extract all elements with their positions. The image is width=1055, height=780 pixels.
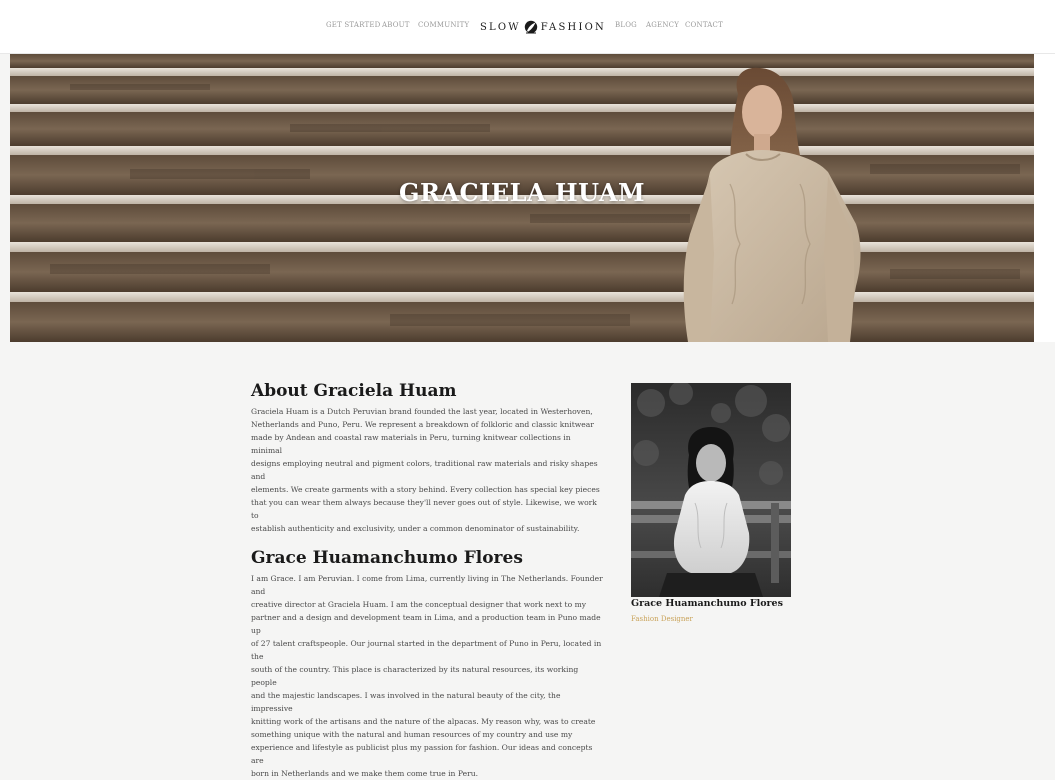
text-line: Netherlands and Puno, Peru. We represent a breakdown of folkloric and classic knitwear	[251, 420, 594, 429]
main-content	[251, 380, 603, 780]
nav-agency[interactable]: AGENCY	[646, 21, 680, 29]
about-title: About Graciela Huam	[251, 381, 457, 401]
text-line: something unique with the natural and human resources of my country and use my	[251, 730, 573, 739]
grace-text	[251, 572, 603, 780]
text-line: south of the country. This place is characterized by its natural resources, its working people	[251, 665, 579, 687]
text-line: knitting work of the artisans and the nature of the alpacas. My reason why, was to create	[251, 717, 596, 726]
grace-title: Grace Huamanchumo Flores	[251, 548, 523, 568]
nav-about[interactable]: ABOUT	[382, 21, 410, 29]
text-line: I am Grace. I am Peruvian. I come from Lima, currently living in The Netherlands. Founder and	[251, 574, 603, 596]
text-line: born in Netherlands and we make them come true in Peru.	[251, 769, 479, 778]
profile-role: Fashion Designer	[631, 615, 693, 623]
site-logo[interactable]	[480, 18, 606, 36]
logo-text-left: SLOW	[480, 21, 521, 33]
hero-banner	[10, 54, 1034, 342]
text-line: elements. We create garments with a story behind. Every collection has special key pieces	[251, 485, 600, 494]
text-line: Graciela Huam is a Dutch Peruvian brand founded the last year, located in Westerhoven,	[251, 407, 593, 416]
text-line: and the majestic landscapes. I was involved in the natural beauty of the city, the impressive	[251, 691, 561, 713]
nav-blog[interactable]: BLOG	[615, 21, 637, 29]
leaf-logo-icon	[524, 20, 538, 34]
hero-edge	[1034, 54, 1055, 342]
profile-card	[631, 383, 791, 624]
text-line: designs employing neutral and pigment colors, traditional raw materials and risky shapes and	[251, 459, 598, 481]
text-line: experience and lifestyle as publicist plus my passion for fashion. Our ideas and concepts are	[251, 743, 593, 765]
profile-photo	[631, 383, 791, 597]
nav-community[interactable]: COMMUNITY	[418, 21, 470, 29]
nav-contact[interactable]: CONTACT	[685, 21, 723, 29]
text-line: partner and a design and development team in Lima, and a production team in Puno made up	[251, 613, 601, 635]
text-line: of 27 talent craftspeople. Our journal started in the department of Puno in Peru, located in the	[251, 639, 602, 661]
hero-title: GRACIELA HUAM	[398, 178, 646, 207]
site-header	[0, 0, 1055, 54]
text-line: that you can wear them always because they'll never goes out of style. Likewise, we work to	[251, 498, 597, 520]
text-line: creative director at Graciela Huam. I am the conceptual designer that work next to my	[251, 600, 587, 609]
logo-text-right: FASHION	[540, 21, 606, 33]
about-text	[251, 405, 603, 535]
nav-get-started[interactable]: GET STARTED	[326, 21, 381, 29]
text-line: establish authenticity and exclusivity, under a common denominator of sustainability.	[251, 524, 580, 533]
profile-name: Grace Huamanchumo Flores	[631, 598, 783, 609]
text-line: made by Andean and coastal raw materials in Peru, turning knitwear collections in minimal	[251, 433, 571, 455]
